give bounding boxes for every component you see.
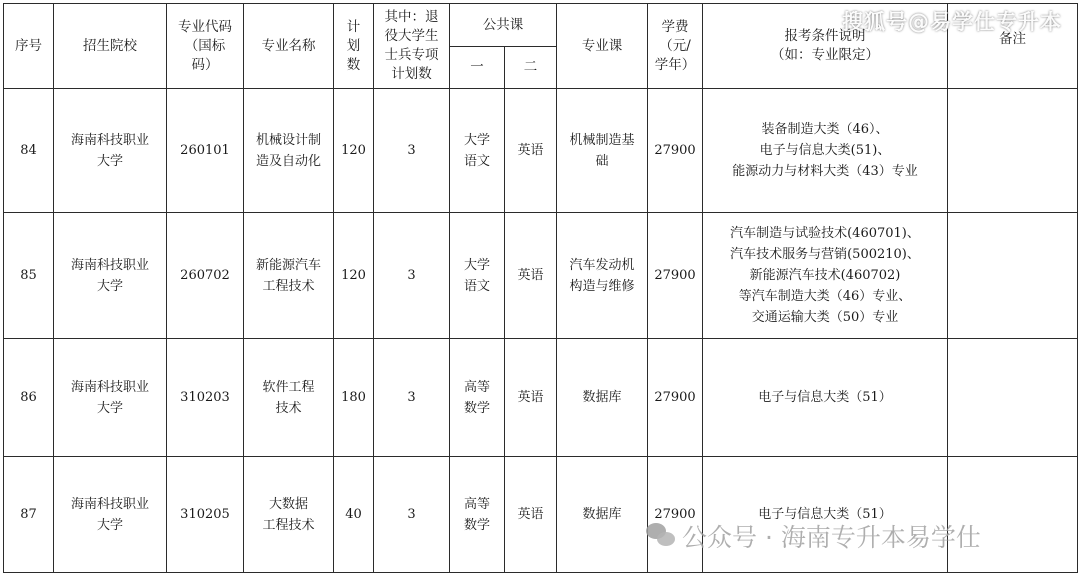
cell-school: 海南科技职业 大学 (54, 89, 167, 213)
cell-conditions: 汽车制造与试验技术(460701)、 汽车技术服务与营销(500210)、 新能源汽车技术(460702) 等汽车制造大类（46）专业、 交通运输大类（50）专业 (703, 213, 948, 339)
cell-remark (948, 89, 1078, 213)
cell-conditions: 电子与信息大类（51） (703, 339, 948, 457)
header-public-one: 一 (450, 47, 505, 89)
cell-major: 大数据 工程技术 (244, 457, 334, 573)
header-fee: 学费 （元/ 学年） (648, 4, 703, 89)
header-plan: 计 划 数 (334, 4, 374, 89)
cell-code: 310205 (167, 457, 244, 573)
cell-fee: 27900 (648, 457, 703, 573)
cell-school: 海南科技职业 大学 (54, 213, 167, 339)
header-code: 专业代码 （国标 码） (167, 4, 244, 89)
cell-remark (948, 339, 1078, 457)
cell-conditions: 装备制造大类（46）、 电子与信息大类(51)、 能源动力与材料大类（43）专业 (703, 89, 948, 213)
table-row (4, 213, 1078, 339)
cell-remark (948, 457, 1078, 573)
header-public-two: 二 (505, 47, 557, 89)
header-major-course: 专业课 (557, 4, 648, 89)
cell-public-one: 高等 数学 (450, 339, 505, 457)
cell-major: 软件工程 技术 (244, 339, 334, 457)
cell-public-two: 英语 (505, 89, 557, 213)
sohu-watermark: 搜狐号@易学仕专升本 (842, 10, 1062, 34)
cell-fee: 27900 (648, 339, 703, 457)
admissions-table (3, 3, 1078, 573)
cell-major-course: 数据库 (557, 457, 648, 573)
cell-school: 海南科技职业 大学 (54, 457, 167, 573)
cell-public-one: 高等 数学 (450, 457, 505, 573)
cell-plan: 120 (334, 213, 374, 339)
cell-seq: 87 (4, 457, 54, 573)
cell-code: 310203 (167, 339, 244, 457)
cell-public-one: 大学 语文 (450, 89, 505, 213)
cell-veteran: 3 (374, 89, 450, 213)
cell-seq: 86 (4, 339, 54, 457)
cell-fee: 27900 (648, 89, 703, 213)
header-remark: 备注 (948, 4, 1078, 89)
cell-public-two: 英语 (505, 213, 557, 339)
cell-public-two: 英语 (505, 457, 557, 573)
cell-major-course: 机械制造基 础 (557, 89, 648, 213)
table-row (4, 89, 1078, 213)
header-seq: 序号 (4, 4, 54, 89)
cell-fee: 27900 (648, 213, 703, 339)
cell-code: 260702 (167, 213, 244, 339)
cell-veteran: 3 (374, 457, 450, 573)
cell-school: 海南科技职业 大学 (54, 339, 167, 457)
cell-public-two: 英语 (505, 339, 557, 457)
header-public-course: 公共课 (450, 4, 557, 47)
cell-plan: 120 (334, 89, 374, 213)
cell-plan: 40 (334, 457, 374, 573)
cell-major: 机械设计制 造及自动化 (244, 89, 334, 213)
header-conditions: 报考条件说明 （如：专业限定） (703, 4, 948, 89)
cell-seq: 85 (4, 213, 54, 339)
wechat-watermark-text: 公众号 · 海南专升本易学仕 (682, 523, 981, 552)
cell-remark (948, 213, 1078, 339)
cell-major-course: 数据库 (557, 339, 648, 457)
cell-veteran: 3 (374, 213, 450, 339)
header-major: 专业名称 (244, 4, 334, 89)
cell-seq: 84 (4, 89, 54, 213)
table-row (4, 339, 1078, 457)
cell-code: 260101 (167, 89, 244, 213)
table-row (4, 457, 1078, 573)
cell-public-one: 大学 语文 (450, 213, 505, 339)
cell-major-course: 汽车发动机 构造与维修 (557, 213, 648, 339)
cell-conditions: 电子与信息大类（51） (703, 457, 948, 573)
header-school: 招生院校 (54, 4, 167, 89)
cell-major: 新能源汽车 工程技术 (244, 213, 334, 339)
header-veteran: 其中：退 役大学生 士兵专项 计划数 (374, 4, 450, 89)
cell-plan: 180 (334, 339, 374, 457)
cell-veteran: 3 (374, 339, 450, 457)
